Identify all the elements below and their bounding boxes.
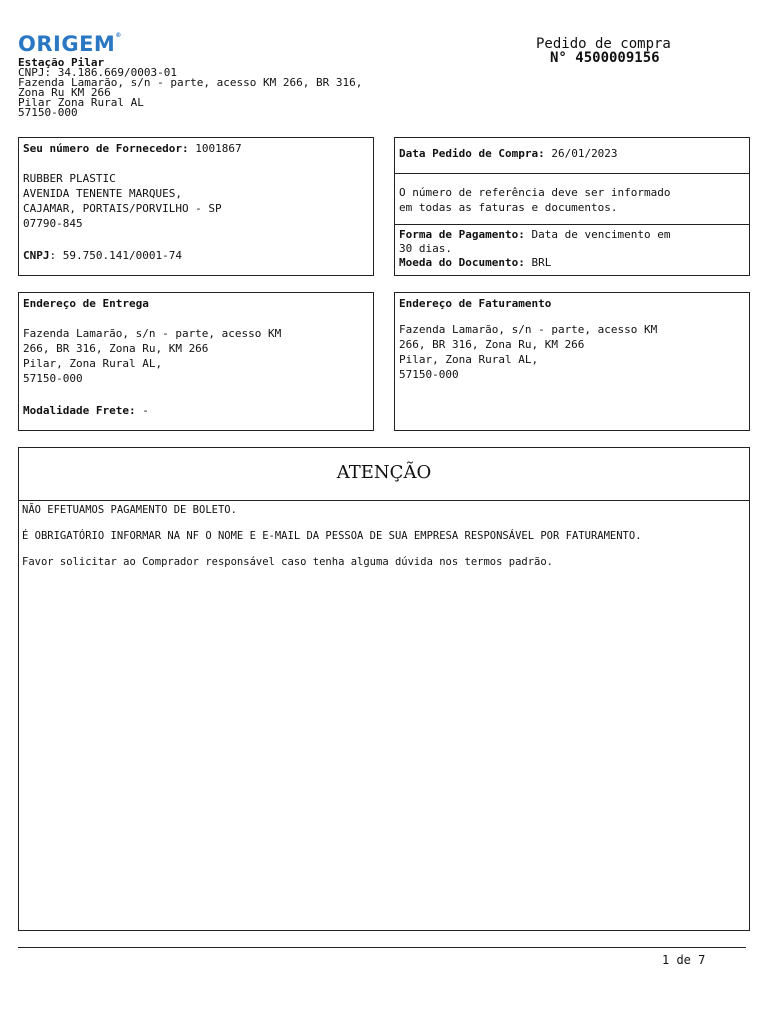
buyer-address-line: Pilar Zona Rural AL (18, 96, 144, 109)
payment-value: Data de vencimento em (531, 228, 671, 241)
supplier-name: RUBBER PLASTIC (23, 172, 116, 185)
supplier-address (23, 171, 222, 231)
billing-address-line: Fazenda Lamarão, s/n - parte, acesso KM (399, 323, 658, 336)
billing-zip: 57150-000 (399, 368, 459, 381)
currency-value: BRL (531, 256, 552, 269)
currency-row (399, 256, 671, 270)
attention-line: É OBRIGATÓRIO INFORMAR NA NF O NOME E E-MAIL DA PESSOA DE SUA EMPRESA RESPONSÁVEL POR FATURAMENTO. (22, 530, 642, 542)
supplier-number-value: 1001867 (195, 142, 242, 155)
payment-block (399, 228, 671, 270)
delivery-zip: 57150-000 (23, 372, 83, 385)
supplier-box (18, 137, 374, 276)
freight-value: - (142, 404, 149, 417)
delivery-address-line: Fazenda Lamarão, s/n - parte, acesso KM (23, 327, 282, 340)
order-info-box (394, 137, 750, 276)
order-date-value: 26/01/2023 (551, 147, 618, 160)
footer-rule (18, 947, 746, 948)
delivery-address-line: Pilar, Zona Rural AL, (23, 357, 163, 370)
purchase-order-number: N° 4500009156 (550, 50, 660, 66)
buyer-zip: 57150-000 (18, 106, 78, 119)
supplier-number-label: Seu número de Fornecedor: (23, 142, 189, 155)
supplier-zip: 07790-845 (23, 217, 83, 230)
payment-value-cont: 30 dias. (399, 242, 452, 255)
divider (19, 500, 749, 501)
supplier-cnpj-row (23, 248, 182, 263)
buyer-name: Estação Pilar (18, 56, 105, 69)
billing-address-line: 266, BR 316, Zona Ru, KM 266 (399, 338, 585, 351)
attention-box (18, 447, 750, 931)
billing-address-box (394, 292, 750, 431)
buyer-address-line: Fazenda Lamarão, s/n - parte, acesso KM 266, BR 316, (18, 76, 363, 89)
billing-address-line: Pilar, Zona Rural AL, (399, 353, 539, 366)
origem-logo (18, 32, 122, 56)
reference-note-line: O número de referência deve ser informado (399, 186, 671, 199)
buyer-address-line: Zona Ru KM 266 (18, 86, 111, 99)
attention-line: NÃO EFETUAMOS PAGAMENTO DE BOLETO. (22, 504, 237, 516)
divider (395, 173, 749, 174)
supplier-cnpj-value: : 59.750.141/0001-74 (49, 249, 182, 262)
order-date-row (399, 146, 618, 161)
delivery-address-line: 266, BR 316, Zona Ru, KM 266 (23, 342, 209, 355)
order-date-label: Data Pedido de Compra: (399, 147, 545, 160)
supplier-address-line: CAJAMAR, PORTAIS/PORVILHO - SP (23, 202, 222, 215)
supplier-number-row (23, 141, 242, 156)
reference-note-line: em todas as faturas e documentos. (399, 201, 618, 214)
registered-mark: ® (115, 32, 122, 39)
divider (395, 224, 749, 225)
supplier-cnpj-label: CNPJ (23, 249, 50, 262)
delivery-address-box (18, 292, 374, 431)
billing-title: Endereço de Faturamento (399, 297, 552, 310)
payment-row (399, 228, 671, 242)
buyer-block (18, 58, 362, 118)
attention-body (22, 504, 746, 569)
delivery-address (23, 326, 281, 386)
attention-line: Favor solicitar ao Comprador responsável caso tenha alguma dúvida nos termos padrão. (22, 556, 554, 568)
page-number: 1 de 7 (662, 953, 706, 967)
buyer-cnpj: CNPJ: 34.186.669/0003-01 (18, 66, 177, 79)
reference-note (399, 185, 671, 215)
logo-text: ORIGEM (18, 32, 116, 56)
delivery-title: Endereço de Entrega (23, 297, 149, 310)
payment-label: Forma de Pagamento: (399, 228, 525, 241)
freight-label: Modalidade Frete: (23, 404, 136, 417)
freight-row (23, 403, 149, 418)
document-title: Pedido de compra (536, 36, 671, 52)
billing-address (399, 322, 657, 382)
currency-label: Moeda do Documento: (399, 256, 525, 269)
attention-title: ATENÇÃO (336, 462, 432, 483)
supplier-address-line: AVENIDA TENENTE MARQUES, (23, 187, 182, 200)
